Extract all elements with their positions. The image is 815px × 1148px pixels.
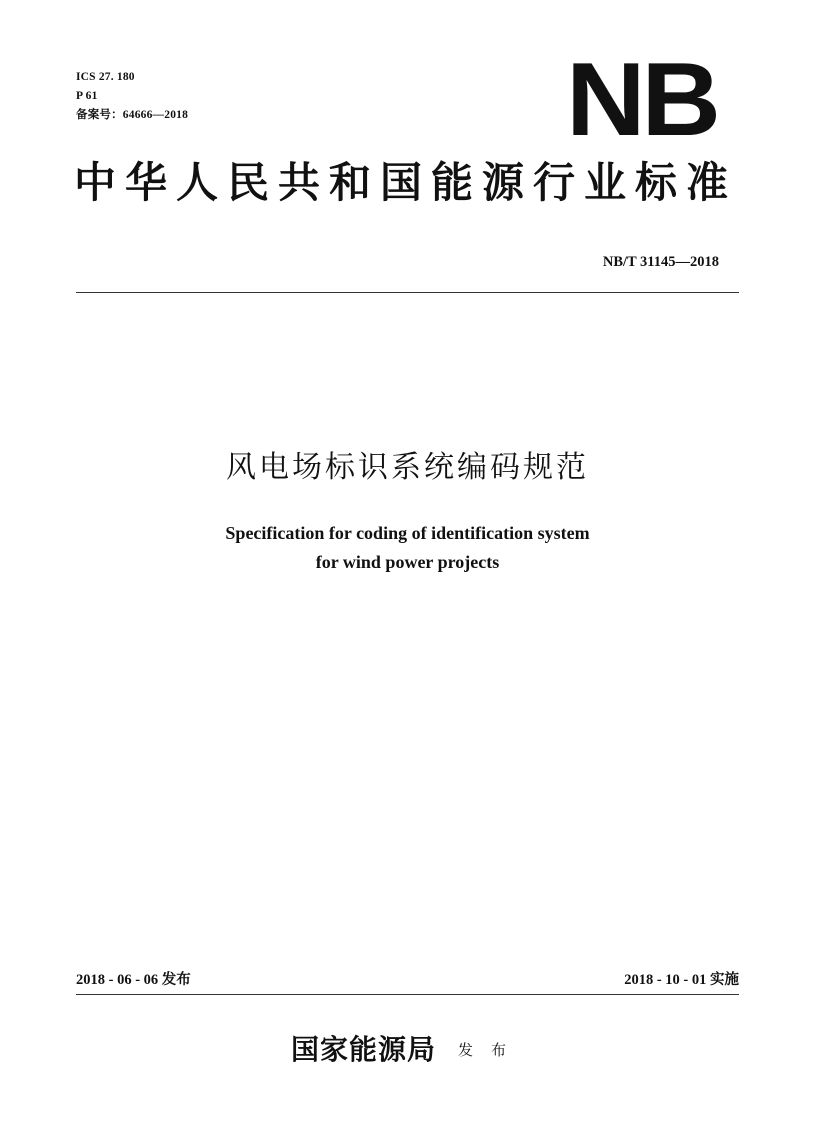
ics-code: ICS 27. 180 bbox=[76, 71, 135, 83]
record-number: 备案号：64666—2018 bbox=[76, 109, 189, 121]
bottom-divider bbox=[76, 994, 739, 995]
organization-title: 中华人民共和国能源行业标准 bbox=[74, 158, 738, 207]
publisher-name: 国家能源局 bbox=[290, 1033, 436, 1066]
implementation-date: 2018 - 10 - 01 实施 bbox=[624, 972, 739, 988]
title-english-line-1: Specification for coding of identification system bbox=[225, 523, 590, 543]
classification-block bbox=[76, 68, 188, 125]
ccs-code: P 61 bbox=[76, 90, 98, 102]
publisher-line bbox=[0, 1028, 815, 1068]
publisher-action: 发布 bbox=[458, 1041, 525, 1059]
title-chinese: 风电场标识系统编码规范 bbox=[226, 450, 589, 485]
title-english bbox=[0, 519, 815, 577]
nb-logo: NB bbox=[566, 42, 717, 158]
issue-date: 2018 - 06 - 06 发布 bbox=[76, 972, 191, 988]
title-english-line-2: for wind power projects bbox=[315, 552, 500, 572]
top-divider bbox=[76, 292, 739, 293]
standard-number: NB/T 31145—2018 bbox=[602, 254, 719, 270]
